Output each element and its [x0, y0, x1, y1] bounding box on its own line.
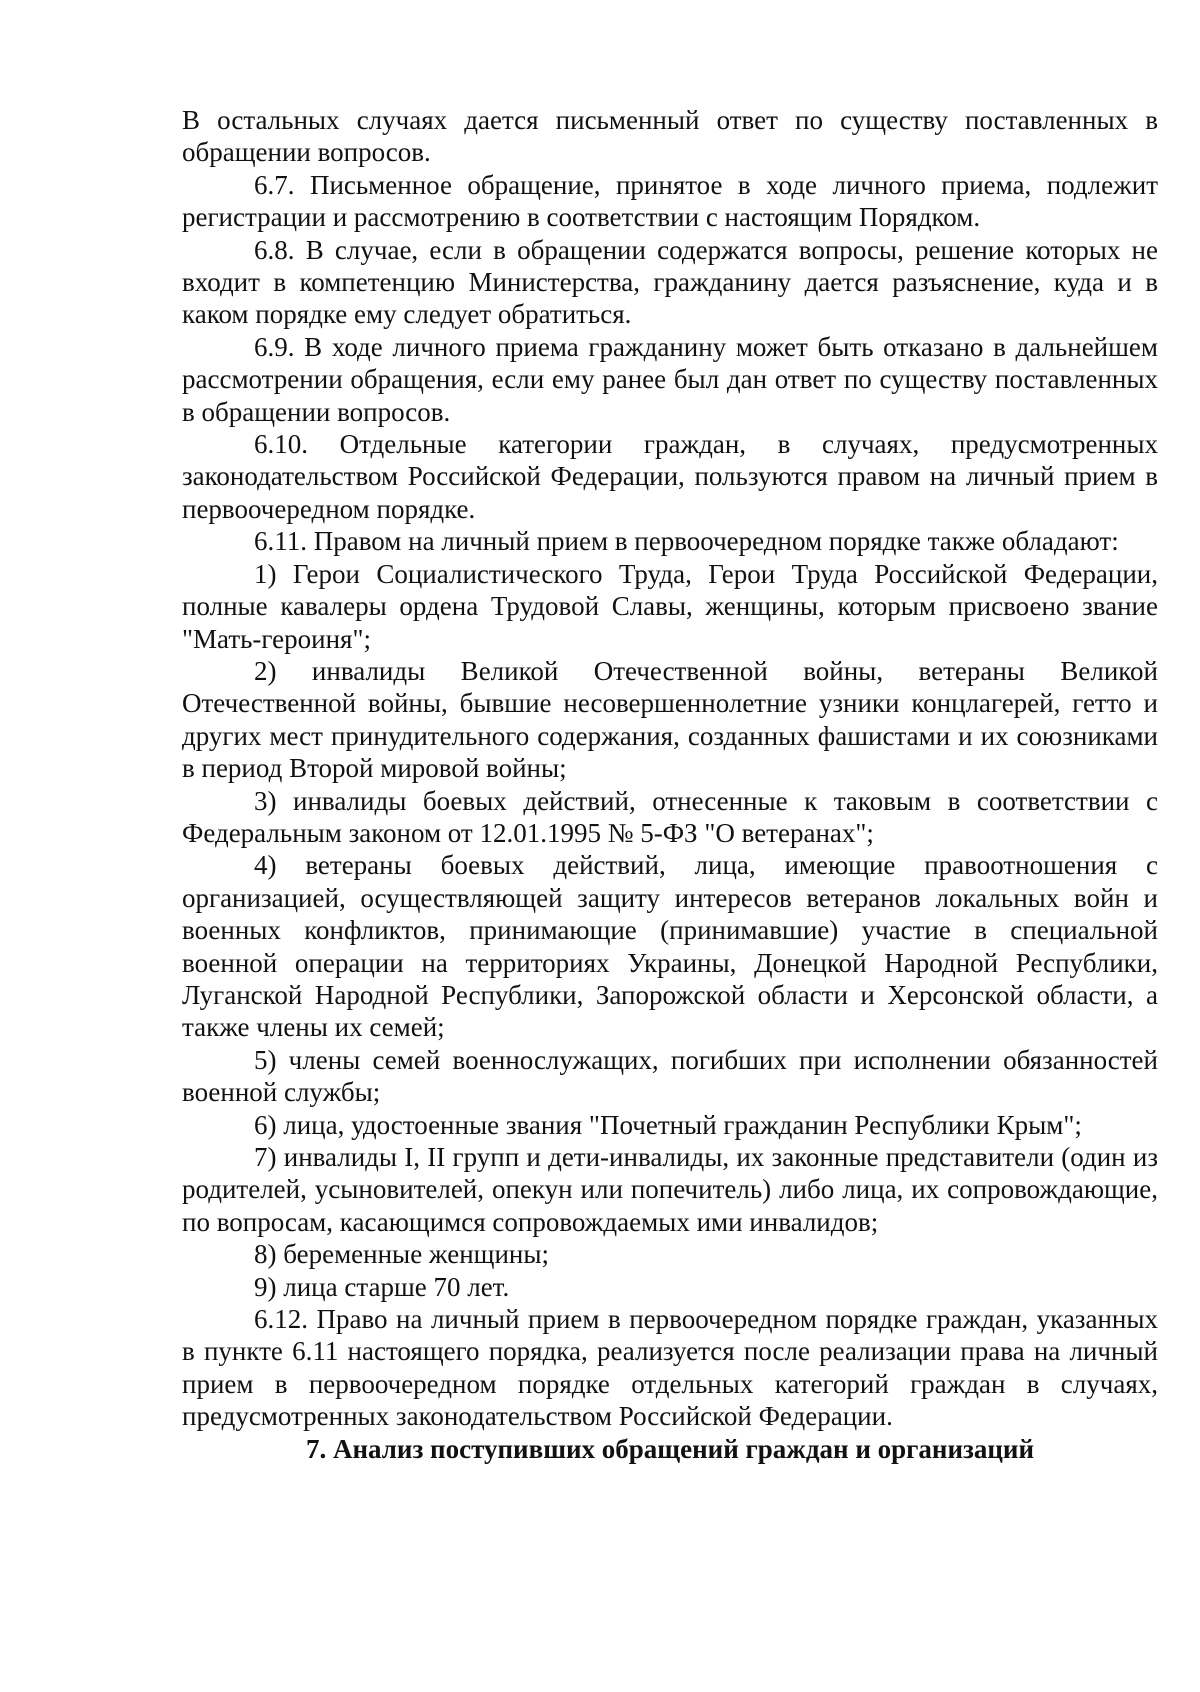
list-item-7: 7) инвалиды I, II групп и дети-инвалиды, их законные представители (один из родителей, усыновителей, опекун или попечитель) либо лица, их сопровождающие, по вопросам, касающимся сопровождаемых ими инвалидов; — [182, 1142, 1158, 1237]
list-item-8: 8) беременные женщины; — [254, 1239, 549, 1270]
paragraph-6-9: 6.9. В ходе личного приема гражданину может быть отказано в дальнейшем рассмотрении обращения, если ему ранее был дан ответ по существу поставленных в обращении вопросов. — [182, 331, 1158, 427]
document-body — [182, 104, 1158, 1465]
section-heading: 7. Анализ поступивших обращений граждан и организаций — [305, 1433, 1035, 1464]
list-item-1: 1) Герои Социалистического Труда, Герои Труда Российской Федерации, полные кавалеры ордена Трудовой Славы, женщины, которым присвоено звание "Мать-героиня"; — [182, 558, 1158, 654]
paragraph-6-11: 6.11. Правом на личный прием в первоочередном порядке также обладают: — [254, 526, 1119, 557]
paragraph-6-12: 6.12. Право на личный прием в первоочередном порядке граждан, указанных в пункте 6.11 настоящего порядка, реализуется после реализации права на личный прием в первоочередном порядке отдельных категорий граждан в случаях, предусмотренных законодательством Российской Федерации. — [182, 1304, 1158, 1432]
paragraph-continuation: В остальных случаях дается письменный ответ по существу поставленных в обращении вопросов. — [182, 105, 1158, 168]
paragraph-6-7: 6.7. Письменное обращение, принятое в ходе личного приема, подлежит регистрации и рассмотрению в соответствии с настоящим Порядком. — [182, 169, 1158, 233]
paragraph-6-8: 6.8. В случае, если в обращении содержатся вопросы, решение которых не входит в компетенцию Министерства, гражданину дается разъяснение, куда и в каком порядке ему следует обратиться. — [182, 234, 1158, 330]
list-item-9: 9) лица старше 70 лет. — [254, 1271, 510, 1302]
list-item-6: 6) лица, удостоенные звания "Почетный гражданин Республики Крым"; — [254, 1109, 1082, 1140]
list-item-4: 4) ветераны боевых действий, лица, имеющие правоотношения с организацией, осуществляющей защиту интересов ветеранов локальных войн и военных конфликтов, принимающие (принимавшие) участие в специальной военной операции на территориях Украины, Донецкой Народной Республики, Луганской Народной Республики, Запорожской области и Херсонской области, а также члены их семей; — [182, 850, 1158, 1043]
list-item-3: 3) инвалиды боевых действий, отнесенные к таковым в соответствии с Федеральным законом от 12.01.1995 № 5-ФЗ "О ветеранах"; — [182, 785, 1158, 848]
list-item-5: 5) члены семей военнослужащих, погибших при исполнении обязанностей военной службы; — [182, 1044, 1158, 1108]
paragraph-6-10: 6.10. Отдельные категории граждан, в случаях, предусмотренных законодательством Российской Федерации, пользуются правом на личный прием в первоочередном порядке. — [182, 429, 1158, 524]
list-item-2: 2) инвалиды Великой Отечественной войны, ветераны Великой Отечественной войны, бывшие несовершеннолетние узники концлагерей, гетто и других мест принудительного содержания, созданных фашистами и их союзниками в период Второй мировой войны; — [182, 655, 1158, 784]
